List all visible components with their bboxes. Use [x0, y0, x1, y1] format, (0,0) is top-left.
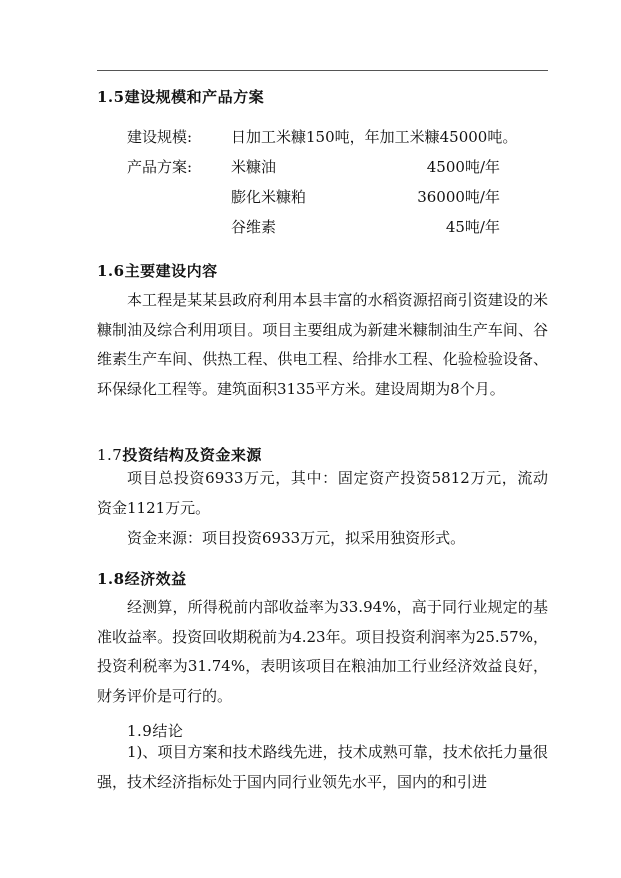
product-amount: 45吨/年: [445, 218, 500, 236]
product-label: 产品方案:: [127, 158, 193, 176]
scale-value: 日加工米糠150吨，年加工米糠45000吨。: [231, 128, 518, 146]
section-1-6-heading: 1.6主要建设内容: [97, 262, 218, 280]
product-name: 谷维素: [231, 218, 277, 236]
header-rule: [97, 70, 548, 71]
section-1-8-heading: 1.8经济效益: [97, 570, 187, 588]
section-1-8-paragraph: [97, 593, 548, 713]
section-1-6-paragraph: [97, 286, 548, 434]
section-1-9-heading: 1.9结论: [127, 722, 184, 740]
heading-number: 1.7: [97, 446, 123, 464]
heading-text: 投资结构及资金来源: [122, 446, 262, 464]
section-1-5-heading: 1.5建设规模和产品方案: [97, 88, 265, 106]
scale-label: 建设规模:: [127, 128, 193, 146]
body-text: 资金来源：项目投资6933万元，拟采用独资形式。: [127, 529, 466, 547]
product-name: 米糠油: [231, 158, 277, 176]
product-amount: 4500吨/年: [426, 158, 500, 176]
section-1-7-paragraph: [97, 464, 548, 524]
body-text: 项目总投资6933万元，其中：固定资产投资5812万元，流动资金1121万元。: [97, 469, 548, 517]
body-text: 本工程是某某县政府利用本县丰富的水稻资源招商引资建设的米糠制油及综合利用项目。项目主要组成为新建米糠制油生产车间、谷维素生产车间、供热工程、供电工程、给排水工程、化验检验设备、环保绿化工程等。建筑面积3135平方米。建设周期为8个月。: [97, 291, 548, 398]
body-text: 经测算，所得税前内部收益率为33.94%，高于同行业规定的基准收益率。投资回收期税前为4.23年。项目投资利润率为25.57%，投资利税率为31.74%，表明该项目在粮油加工行业经济效益良好，财务评价是可行的。: [97, 598, 548, 705]
section-1-9-paragraph: [97, 738, 548, 798]
product-amount: 36000吨/年: [417, 188, 500, 206]
section-1-7-heading: [97, 444, 262, 465]
product-name: 膨化米糠粕: [231, 188, 307, 206]
section-1-7-funding: [97, 524, 548, 554]
body-text: 1)、项目方案和技术路线先进，技术成熟可靠，技术依托力量很强，技术经济指标处于国内同行业领先水平，国内的和引进: [97, 743, 548, 791]
